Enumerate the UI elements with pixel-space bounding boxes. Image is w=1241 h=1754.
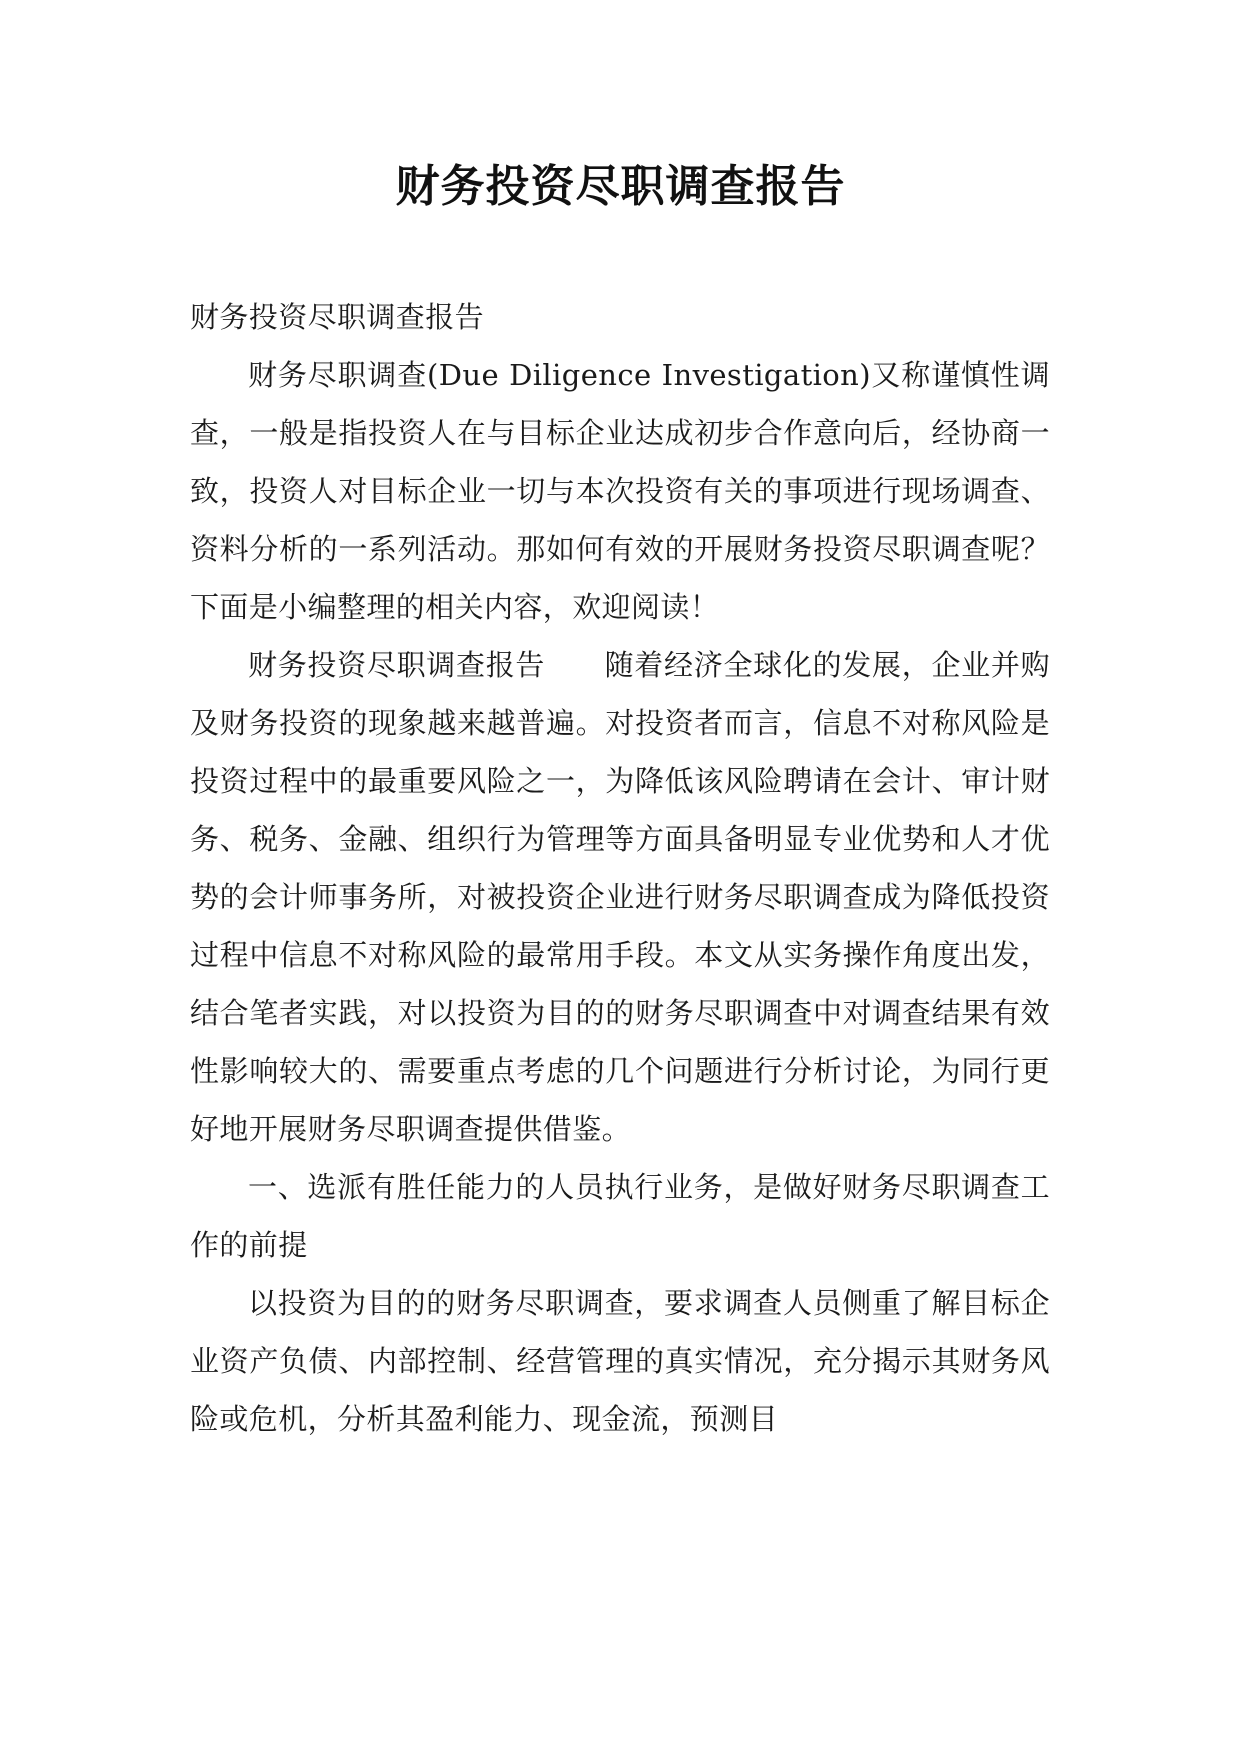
background-paragraph: 财务投资尽职调查报告 随着经济全球化的发展，企业并购及财务投资的现象越来越普遍。对投资者而言，信息不对称风险是投资过程中的最重要风险之一，为降低该风险聘请在会计、审计财务、税务、金融、组织行为管理等方面具备明显专业优势和人才优势的会计师事务所，对被投资企业进行财务尽职调查成为降低投资过程中信息不对称风险的最常用手段。本文从实务操作角度出发，结合笔者实践，对以投资为目的的财务尽职调查中对调查结果有效性影响较大的、需要重点考虑的几个问题进行分析讨论，为同行更好地开展财务尽职调查提供借鉴。 bbox=[190, 648, 1050, 1146]
document-title: 财务投资尽职调查报告 bbox=[395, 161, 846, 212]
subtitle-paragraph: 财务投资尽职调查报告 bbox=[190, 300, 485, 334]
section-heading-1: 一、选派有胜任能力的人员执行业务，是做好财务尽职调查工作的前提 bbox=[190, 1170, 1050, 1262]
section-1-paragraph: 以投资为目的的财务尽职调查，要求调查人员侧重了解目标企业资产负债、内部控制、经营管理的真实情况，充分揭示其财务风险或危机，分析其盈利能力、现金流，预测目 bbox=[190, 1286, 1050, 1436]
document-body bbox=[190, 288, 1050, 1448]
intro-paragraph: 财务尽职调查(Due Diligence Investigation)又称谨慎性调查，一般是指投资人在与目标企业达成初步合作意向后，经协商一致，投资人对目标企业一切与本次投资有关的事项进行现场调查、资料分析的一系列活动。那如何有效的开展财务投资尽职调查呢？下面是小编整理的相关内容，欢迎阅读！ bbox=[190, 358, 1050, 624]
